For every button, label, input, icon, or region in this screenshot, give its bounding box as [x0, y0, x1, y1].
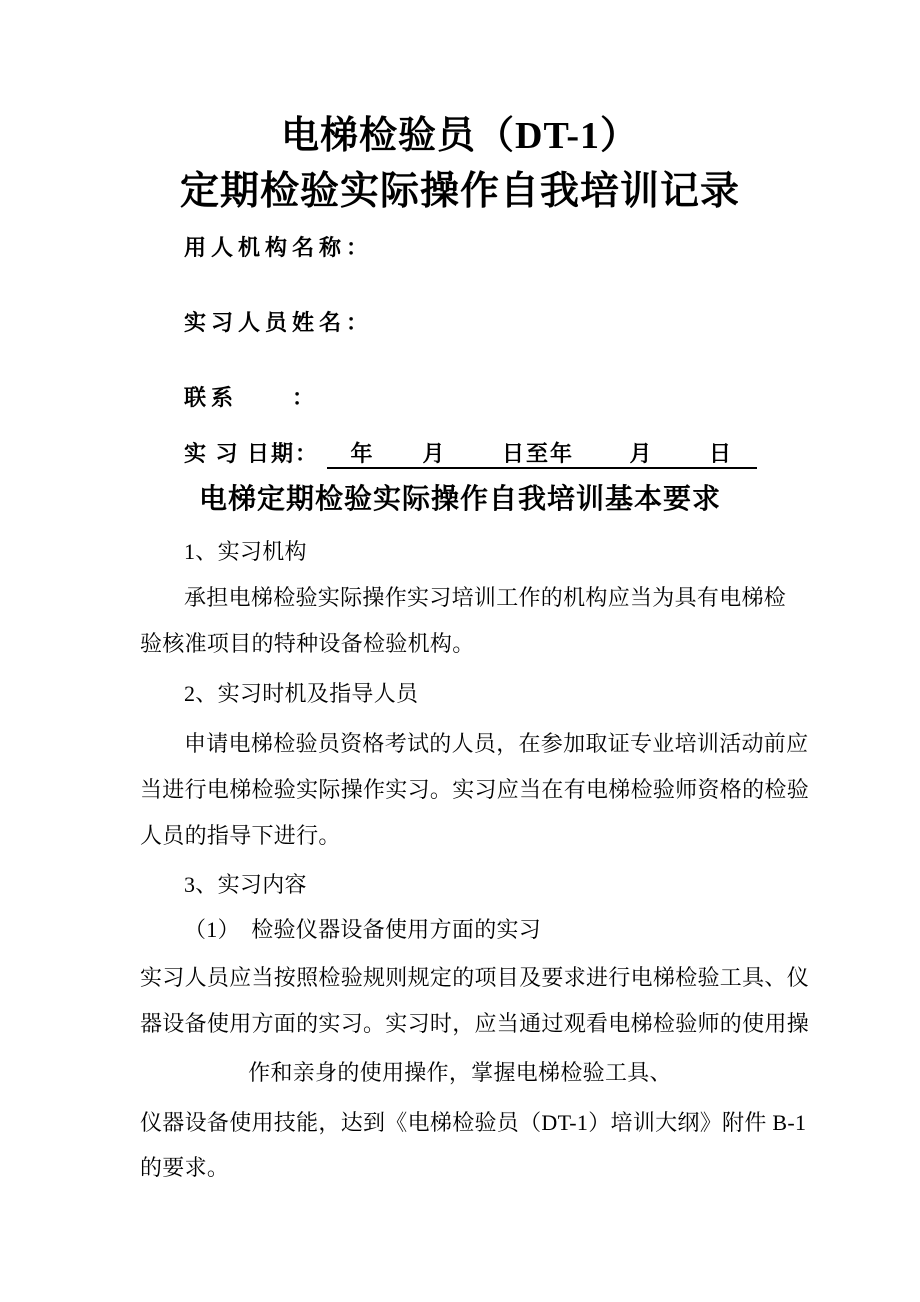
item-2-heading: 2、实习时机及指导人员: [184, 681, 419, 706]
item-3-text-line-4: 仪器设备使用技能，达到《电梯检验员（DT-1）培训大纲》附件 B-1: [140, 1110, 807, 1135]
item-3-text-line-5: 的要求。: [140, 1155, 230, 1180]
internship-date-blank-line: 年 月 日至年 月 日: [327, 441, 758, 469]
document-title-line-1: 电梯检验员（DT-1）: [281, 115, 639, 157]
item-3-text-line-1: 实习人员应当按照检验规则规定的项目及要求进行电梯检验工具、仪: [140, 965, 810, 990]
section-heading: 电梯定期检验实际操作自我培训基本要求: [198, 484, 721, 515]
item-3-text-line-3: 作和亲身的使用操作，掌握电梯检验工具、: [248, 1060, 672, 1085]
item-1-heading: 1、实习机构: [184, 539, 307, 564]
item-3-sub-1-heading: （1） 检验仪器设备使用方面的实习: [184, 917, 542, 942]
item-3-heading: 3、实习内容: [184, 872, 307, 897]
contact-label: 联系 ：: [184, 385, 320, 410]
item-1-text-line-2: 验核准项目的特种设备检验机构。: [140, 631, 475, 656]
document-title-line-2: 定期检验实际操作自我培训记录: [179, 170, 740, 213]
item-2-text-line-2: 当进行电梯检验实际操作实习。实习应当在有电梯检验师资格的检验: [140, 777, 810, 802]
trainee-name-label: 实习人员姓名：: [184, 310, 374, 335]
item-2-text-line-1: 申请电梯检验员资格考试的人员，在参加取证专业培训活动前应: [184, 731, 809, 756]
internship-date-row: [184, 437, 757, 468]
item-2-text-line-3: 人员的指导下进行。: [140, 823, 341, 848]
item-1-text-line-1: 承担电梯检验实际操作实习培训工作的机构应当为具有电梯检: [184, 585, 787, 610]
internship-date-label: 实 习 日期：: [184, 441, 327, 466]
item-3-text-line-2: 器设备使用方面的实习。实习时，应当通过观看电梯检验师的使用操: [140, 1011, 810, 1036]
employer-org-name-label: 用人机构名称：: [184, 235, 374, 260]
